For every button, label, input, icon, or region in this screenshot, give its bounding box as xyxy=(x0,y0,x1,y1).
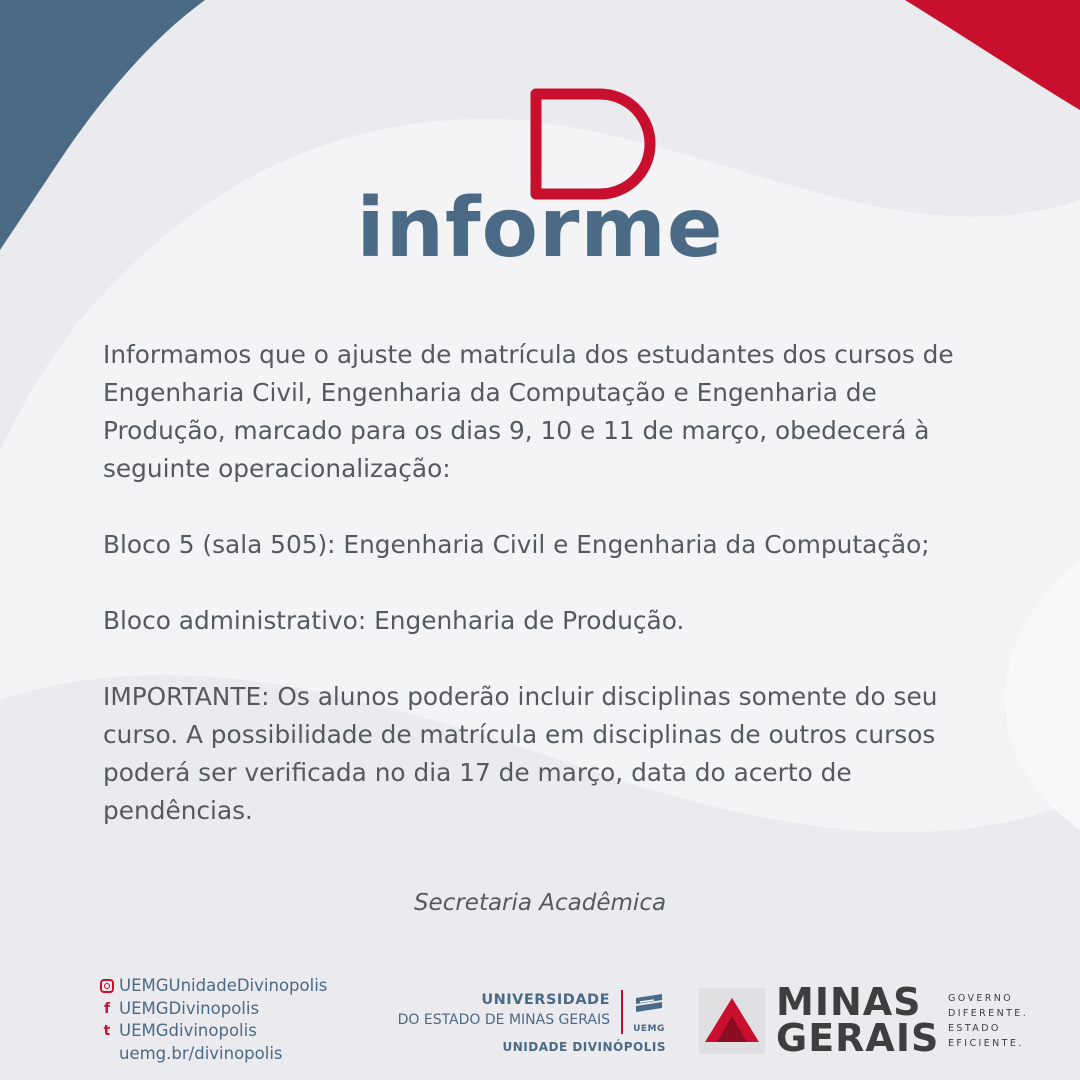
website-link: uemg.br/divinopolis xyxy=(119,1043,283,1063)
notice-body xyxy=(103,336,1003,830)
uemg-emblem xyxy=(632,992,666,1034)
notice-paragraph-3: Bloco administrativo: Engenharia de Produção. xyxy=(103,606,685,635)
tagline-line-3: ESTADO xyxy=(948,1023,1001,1034)
minas-gerais-word-2: GERAIS xyxy=(776,1016,940,1060)
social-website[interactable] xyxy=(100,1043,327,1066)
notice-paragraph-4: IMPORTANTE: Os alunos poderão incluir disciplinas somente do seu curso. A possibilidade de matrícula em disciplinas de outros cursos poderá ser verificada no dia 17 de março, data do acerto de pendências. xyxy=(103,682,938,825)
social-facebook[interactable] xyxy=(100,998,327,1021)
minas-gerais-wordmark xyxy=(776,980,940,1060)
notice-paragraph-1: Informamos que o ajuste de matrícula dos estudantes dos cursos de Engenharia Civil, Engenharia da Computação e Engenharia de Produção, marcado para os dias 9, 10 e 11 de março, obedecerá à seguinte operacionalização: xyxy=(103,340,954,483)
minas-gerais-emblem xyxy=(699,988,765,1054)
social-twitter[interactable] xyxy=(100,1020,327,1043)
minas-gerais-word-1: MINAS xyxy=(776,980,922,1024)
uemg-line-1: UNIVERSIDADE xyxy=(481,992,610,1008)
social-links xyxy=(100,975,327,1065)
twitter-icon: t xyxy=(103,1023,111,1040)
instagram-icon xyxy=(100,979,114,993)
minas-gerais-tagline xyxy=(948,991,1028,1051)
facebook-icon: f xyxy=(103,1000,111,1017)
uemg-wave-icon xyxy=(632,992,666,1018)
facebook-handle: UEMGDivinopolis xyxy=(119,998,260,1018)
uemg-abbr: UEMG xyxy=(633,1024,665,1034)
instagram-handle: UEMGUnidadeDivinopolis xyxy=(119,976,328,995)
uemg-divider xyxy=(621,990,623,1034)
tagline-line-1: GOVERNO xyxy=(948,993,1014,1004)
tagline-line-4: EFICIENTE. xyxy=(948,1038,1024,1049)
triangle-icon xyxy=(699,988,765,1054)
twitter-handle: UEMGdivinopolis xyxy=(119,1021,257,1040)
signature: Secretaria Acadêmica xyxy=(413,890,667,916)
page-title: informe xyxy=(356,181,724,276)
tagline-line-2: DIFERENTE. xyxy=(948,1008,1029,1019)
notice-paragraph-2: Bloco 5 (sala 505): Engenharia Civil e Engenharia da Computação; xyxy=(103,530,930,559)
uemg-unit: UNIDADE DIVINÓPOLIS xyxy=(502,1040,666,1054)
social-instagram[interactable] xyxy=(100,975,327,998)
uemg-logo-block xyxy=(380,990,680,1054)
uemg-line-2: DO ESTADO DE MINAS GERAIS xyxy=(397,1012,610,1028)
